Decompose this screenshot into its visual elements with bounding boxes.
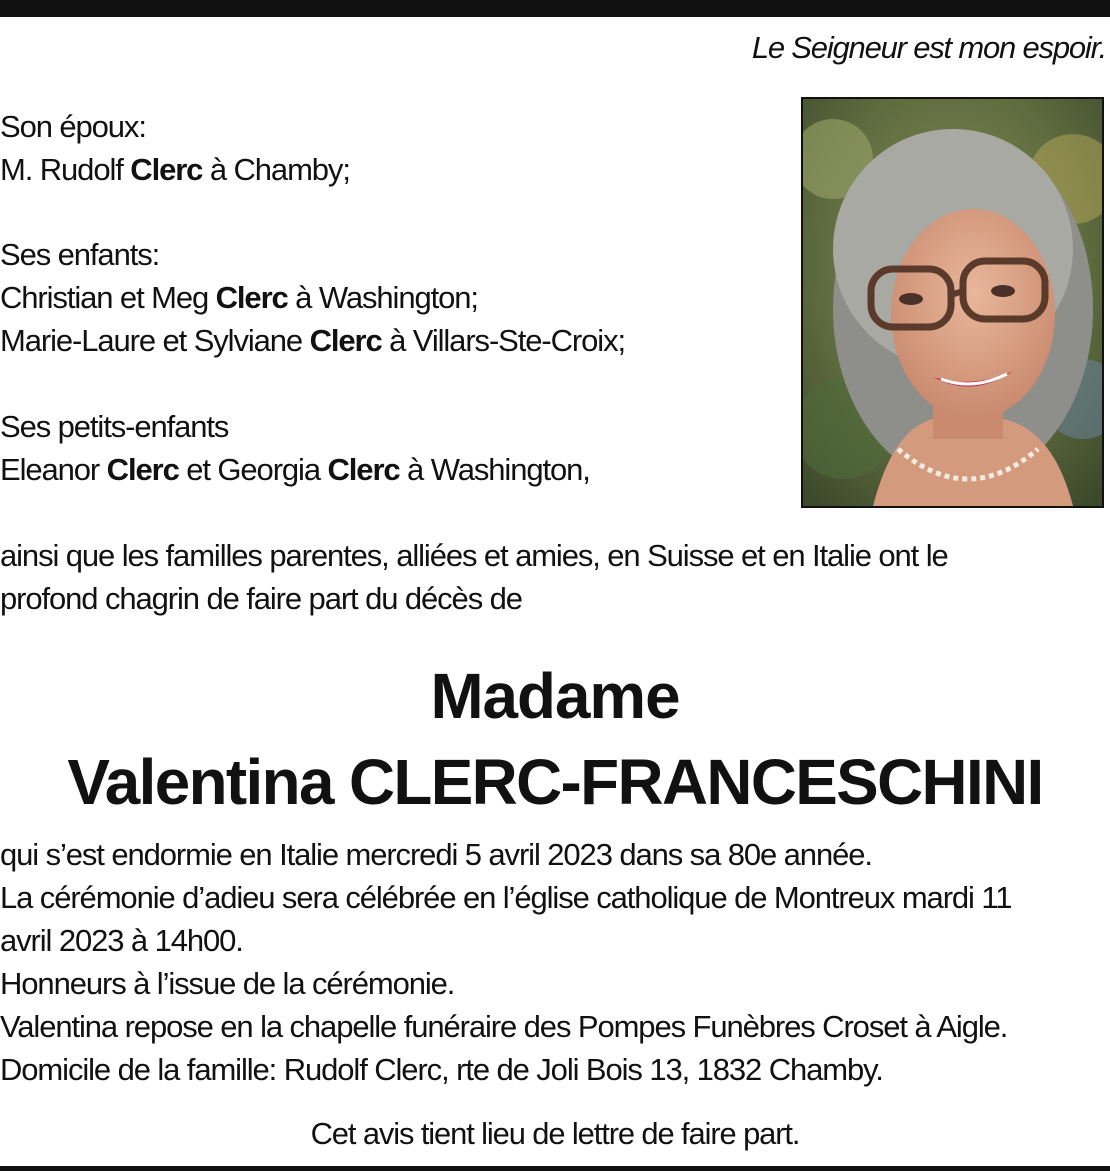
detail-line-1: qui s’est endormie en Italie mercredi 5 avril 2023 dans sa 80e année. <box>0 837 872 872</box>
deceased-full-name: Valentina CLERC-FRANCESCHINI <box>67 746 1043 818</box>
detail-line-2: La cérémonie d’adieu sera célébrée en l’église catholique de Montreux mardi 11 <box>0 880 1012 915</box>
grandchild-suffix: à Washington, <box>399 452 590 487</box>
spouse-line <box>0 148 350 191</box>
portrait-illustration <box>803 99 1102 506</box>
grandchild-surname-1: Clerc <box>106 452 179 487</box>
child-entry-1 <box>0 276 478 319</box>
footer-note: Cet avis tient lieu de lettre de faire part. <box>310 1116 800 1151</box>
detail-line-5: Valentina repose en la chapelle funéraire des Pompes Funèbres Croset à Aigle. <box>0 1009 1008 1044</box>
child-prefix: Christian et Meg <box>0 280 216 315</box>
detail-line-6: Domicile de la famille: Rudolf Clerc, rte de Joli Bois 13, 1832 Chamby. <box>0 1052 883 1087</box>
deceased-title: Madame <box>430 660 680 732</box>
bottom-rule <box>0 1166 1110 1171</box>
spouse-suffix: à Chamby; <box>202 152 350 187</box>
detail-line-4: Honneurs à l’issue de la cérémonie. <box>0 966 455 1001</box>
spouse-prefix: M. Rudolf <box>0 152 131 187</box>
intro-line-1: ainsi que les familles parentes, alliées et amies, en Suisse et en Italie ont le <box>0 538 948 573</box>
top-rule <box>0 0 1110 17</box>
child-suffix: à Villars-Ste-Croix; <box>381 323 625 358</box>
grandchild-name-1: Eleanor <box>0 452 107 487</box>
child-surname: Clerc <box>215 280 288 315</box>
portrait-photo <box>801 97 1104 508</box>
child-suffix: à Washington; <box>287 280 478 315</box>
child-prefix: Marie-Laure et Sylviane <box>0 323 310 358</box>
motto: Le Seigneur est mon espoir. <box>751 30 1106 65</box>
grandchild-connector: et Georgia <box>178 452 328 487</box>
grandchild-surname-2: Clerc <box>327 452 400 487</box>
spouse-surname: Clerc <box>130 152 203 187</box>
child-surname: Clerc <box>309 323 382 358</box>
children-heading: Ses enfants: <box>0 237 160 272</box>
grandchildren-line <box>0 448 590 491</box>
spouse-heading: Son époux: <box>0 109 146 144</box>
intro-line-2: profond chagrin de faire part du décès de <box>0 581 522 616</box>
grandchildren-heading: Ses petits-enfants <box>0 409 229 444</box>
detail-line-3: avril 2023 à 14h00. <box>0 923 243 958</box>
child-entry-2 <box>0 319 625 362</box>
